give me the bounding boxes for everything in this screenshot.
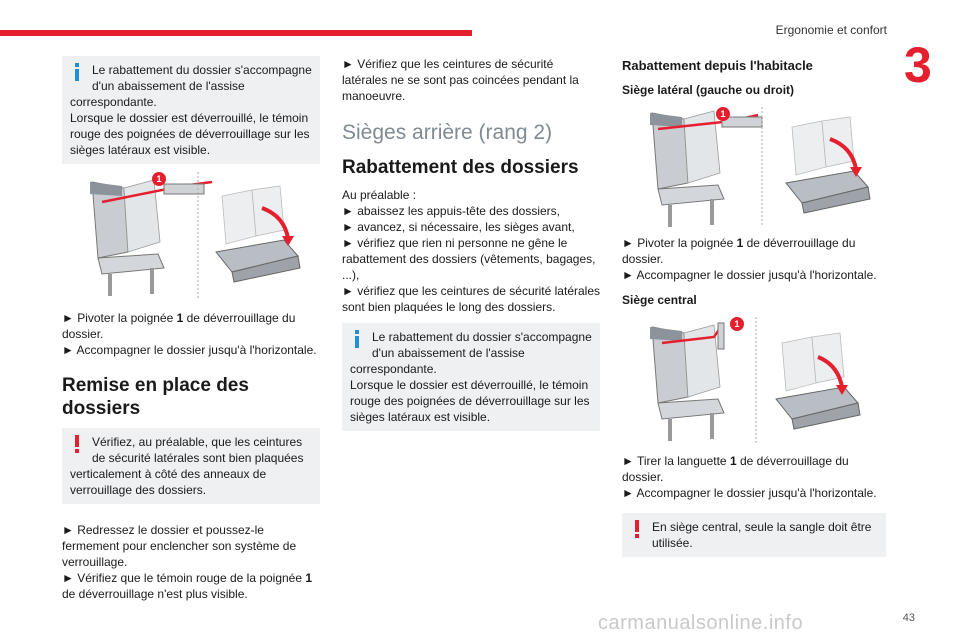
note-line: de sécurité latérales sont bien plaquées xyxy=(92,451,304,465)
step-line: fermement pour enclencher son système de xyxy=(62,539,297,553)
prereq-line: sont bien plaquées le long des dossiers. xyxy=(342,300,556,314)
callout-badge: 1 xyxy=(716,107,730,121)
column-1 xyxy=(62,56,320,602)
warning-icon xyxy=(70,434,84,454)
step-line: dossier. xyxy=(622,470,664,484)
step-line: ► Tirer la languette 1 de déverrouillage du xyxy=(622,454,849,468)
info-icon xyxy=(70,62,84,82)
seat-figure-2 xyxy=(622,107,886,227)
sub-heading: Siège latéral (gauche ou droit) xyxy=(622,83,795,97)
watermark: carmanualsonline.info xyxy=(598,612,804,634)
top-accent-bar xyxy=(0,30,472,36)
prereq-line: Au préalable : xyxy=(342,188,417,202)
callout-badge: 1 xyxy=(730,317,744,331)
warning-icon xyxy=(630,519,644,539)
note-line: verticalement à côté des anneaux de xyxy=(70,467,267,481)
step-line: ► Vérifiez que le témoin rouge de la poignée 1 xyxy=(62,571,313,585)
step-line: ► Accompagner le dossier jusqu'à l'horizontale. xyxy=(622,486,877,500)
note-line: sièges latéraux est visible. xyxy=(350,410,491,424)
seat-illustration xyxy=(622,107,886,227)
step-line: ► Accompagner le dossier jusqu'à l'horizontale. xyxy=(622,268,877,282)
info-note xyxy=(62,56,320,164)
warning-note xyxy=(62,428,320,504)
prereq-line: ► vérifiez que rien ni personne ne gêne le xyxy=(342,236,568,250)
note-line: d'un abaissement de l'assise xyxy=(372,346,525,360)
warning-note xyxy=(622,513,886,557)
step-line: ► Pivoter la poignée 1 de déverrouillage du xyxy=(62,311,296,325)
note-line: utilisée. xyxy=(652,536,693,550)
section-title: Ergonomie et confort xyxy=(775,23,887,37)
prereq-line: ► abaissez les appuis-tête des dossiers, xyxy=(342,204,560,218)
info-icon xyxy=(350,329,364,349)
section-heading: Remise en place des dossiers xyxy=(62,375,249,419)
chapter-number: 3 xyxy=(904,37,932,93)
page-number: 43 xyxy=(902,612,915,624)
section-heading: Rabattement des dossiers xyxy=(342,157,579,178)
seat-figure-3 xyxy=(622,317,886,445)
step-line: dossier. xyxy=(62,327,104,341)
step-line: ► Pivoter la poignée 1 de déverrouillage du xyxy=(622,236,856,250)
note-line: verrouillage des dossiers. xyxy=(70,483,207,497)
step-line: verrouillage. xyxy=(62,555,128,569)
note-line: correspondante. xyxy=(70,95,157,109)
note-line: En siège central, seule la sangle doit être xyxy=(652,520,872,534)
intro-line: latérales ne se sont pas coincées pendant la xyxy=(342,73,579,87)
note-line: Lorsque le dossier est déverrouillé, le témoin xyxy=(350,378,589,392)
note-line: sièges latéraux est visible. xyxy=(70,143,211,157)
seat-illustration xyxy=(622,317,886,445)
callout-badge: 1 xyxy=(152,172,166,186)
section-heading: Rabattement depuis l'habitacle xyxy=(622,58,813,73)
seat-illustration xyxy=(62,172,320,302)
note-line: rouge des poignées de déverrouillage sur les xyxy=(350,394,590,408)
step-line: ► Accompagner le dossier jusqu'à l'horizontale. xyxy=(62,343,317,357)
prereq-line: ...), xyxy=(342,268,360,282)
step-line: ► Redressez le dossier et poussez-le xyxy=(62,523,264,537)
note-line: Le rabattement du dossier s'accompagne xyxy=(92,63,312,77)
step-line: dossier. xyxy=(622,252,664,266)
seat-figure-1 xyxy=(62,172,320,302)
prereq-line: rabattement des dossiers (vêtements, bagages, xyxy=(342,252,596,266)
prereq-line: ► avancez, si nécessaire, les sièges avant, xyxy=(342,220,575,234)
note-line: Vérifiez, au préalable, que les ceintures xyxy=(92,435,303,449)
note-line: Lorsque le dossier est déverrouillé, le témoin xyxy=(70,111,309,125)
note-line: rouge des poignées de déverrouillage sur les xyxy=(70,127,310,141)
prereq-line: ► vérifiez que les ceintures de sécurité latérales xyxy=(342,284,600,298)
intro-line: manoeuvre. xyxy=(342,89,406,103)
step-line: de déverrouillage n'est plus visible. xyxy=(62,587,248,601)
info-note xyxy=(342,323,600,431)
column-3 xyxy=(622,56,886,565)
sub-heading: Siège central xyxy=(622,293,697,307)
chapter-subsection-title: Sièges arrière (rang 2) xyxy=(342,121,553,144)
intro-line: ► Vérifiez que les ceintures de sécurité xyxy=(342,57,554,71)
column-2 xyxy=(342,56,600,439)
note-line: d'un abaissement de l'assise xyxy=(92,79,245,93)
note-line: Le rabattement du dossier s'accompagne xyxy=(372,330,592,344)
note-line: correspondante. xyxy=(350,362,437,376)
